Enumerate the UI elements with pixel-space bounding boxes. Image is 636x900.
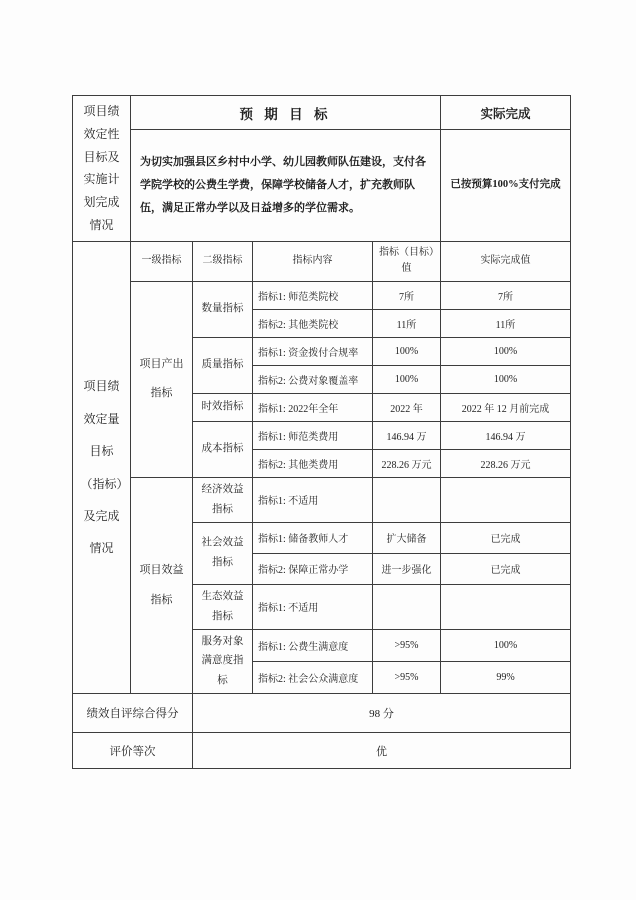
expected-goal-header: 预 期 目 标 xyxy=(131,96,441,130)
target-value: >95% xyxy=(373,661,441,693)
indicator-content: 指标1: 师范类费用 xyxy=(253,421,373,449)
actual-value: 146.94 万 xyxy=(441,421,571,449)
qualitative-section-header: 项目绩效定性目标及实施计划完成情况 xyxy=(73,96,131,242)
actual-value xyxy=(441,477,571,522)
indicator-content: 指标2: 其他类院校 xyxy=(253,309,373,337)
target-value: 7所 xyxy=(373,281,441,309)
actual-value: 7所 xyxy=(441,281,571,309)
level2-quality: 质量指标 xyxy=(193,337,253,393)
level2-quantity: 数量指标 xyxy=(193,281,253,337)
evaluation-grade-value: 优 xyxy=(193,733,571,769)
target-value: 扩大储备 xyxy=(373,522,441,553)
level2-satisfaction: 服务对象满意度指标 xyxy=(193,629,253,694)
col-header-level1: 一级指标 xyxy=(131,241,193,281)
indicator-content: 指标1: 师范类院校 xyxy=(253,281,373,309)
target-value xyxy=(373,477,441,522)
actual-value xyxy=(441,584,571,629)
actual-value: 228.26 万元 xyxy=(441,449,571,477)
level2-timeliness: 时效指标 xyxy=(193,393,253,421)
level1-output-indicators: 项目产出指标 xyxy=(131,281,193,477)
level1-benefit-indicators: 项目效益指标 xyxy=(131,477,193,694)
col-header-target: 指标（目标）值 xyxy=(373,241,441,281)
target-value: 146.94 万 xyxy=(373,421,441,449)
actual-value: 100% xyxy=(441,629,571,661)
level2-cost: 成本指标 xyxy=(193,421,253,477)
self-evaluation-score-value: 98 分 xyxy=(193,694,571,733)
target-value: 进一步强化 xyxy=(373,553,441,584)
indicator-content: 指标2: 其他类费用 xyxy=(253,449,373,477)
quantitative-section-header: 项目绩效定量目标（指标）及完成情况 xyxy=(73,241,131,694)
target-value xyxy=(373,584,441,629)
actual-value: 99% xyxy=(441,661,571,693)
actual-value: 100% xyxy=(441,337,571,365)
actual-value: 100% xyxy=(441,365,571,393)
target-value: 100% xyxy=(373,365,441,393)
actual-completion-header: 实际完成 xyxy=(441,96,571,130)
evaluation-grade-label: 评价等次 xyxy=(73,733,193,769)
indicator-content: 指标2: 公费对象覆盖率 xyxy=(253,365,373,393)
indicator-content: 指标2: 保障正常办学 xyxy=(253,553,373,584)
level2-ecological: 生态效益指标 xyxy=(193,584,253,629)
indicator-content: 指标1: 不适用 xyxy=(253,584,373,629)
level2-social: 社会效益指标 xyxy=(193,522,253,584)
indicator-content: 指标1: 公费生满意度 xyxy=(253,629,373,661)
actual-completion-text: 已按预算100%支付完成 xyxy=(441,130,571,242)
indicator-content: 指标1: 储备教师人才 xyxy=(253,522,373,553)
indicator-content: 指标1: 不适用 xyxy=(253,477,373,522)
actual-value: 已完成 xyxy=(441,522,571,553)
performance-evaluation-table xyxy=(72,95,571,769)
level2-economic: 经济效益指标 xyxy=(193,477,253,522)
col-header-content: 指标内容 xyxy=(253,241,373,281)
actual-value: 11所 xyxy=(441,309,571,337)
col-header-level2: 二级指标 xyxy=(193,241,253,281)
target-value: 228.26 万元 xyxy=(373,449,441,477)
target-value: >95% xyxy=(373,629,441,661)
target-value: 2022 年 xyxy=(373,393,441,421)
indicator-content: 指标1: 2022年全年 xyxy=(253,393,373,421)
target-value: 100% xyxy=(373,337,441,365)
indicator-content: 指标2: 社会公众满意度 xyxy=(253,661,373,693)
expected-goal-text: 为切实加强县区乡村中小学、幼儿园教师队伍建设，支付各学院学校的公费生学费，保障学校储备人才，扩充教师队伍，满足正常办学以及日益增多的学位需求。 xyxy=(131,130,441,242)
col-header-actual: 实际完成值 xyxy=(441,241,571,281)
self-evaluation-score-label: 绩效自评综合得分 xyxy=(73,694,193,733)
actual-value: 2022 年 12 月前完成 xyxy=(441,393,571,421)
target-value: 11所 xyxy=(373,309,441,337)
indicator-content: 指标1: 资金拨付合规率 xyxy=(253,337,373,365)
actual-value: 已完成 xyxy=(441,553,571,584)
